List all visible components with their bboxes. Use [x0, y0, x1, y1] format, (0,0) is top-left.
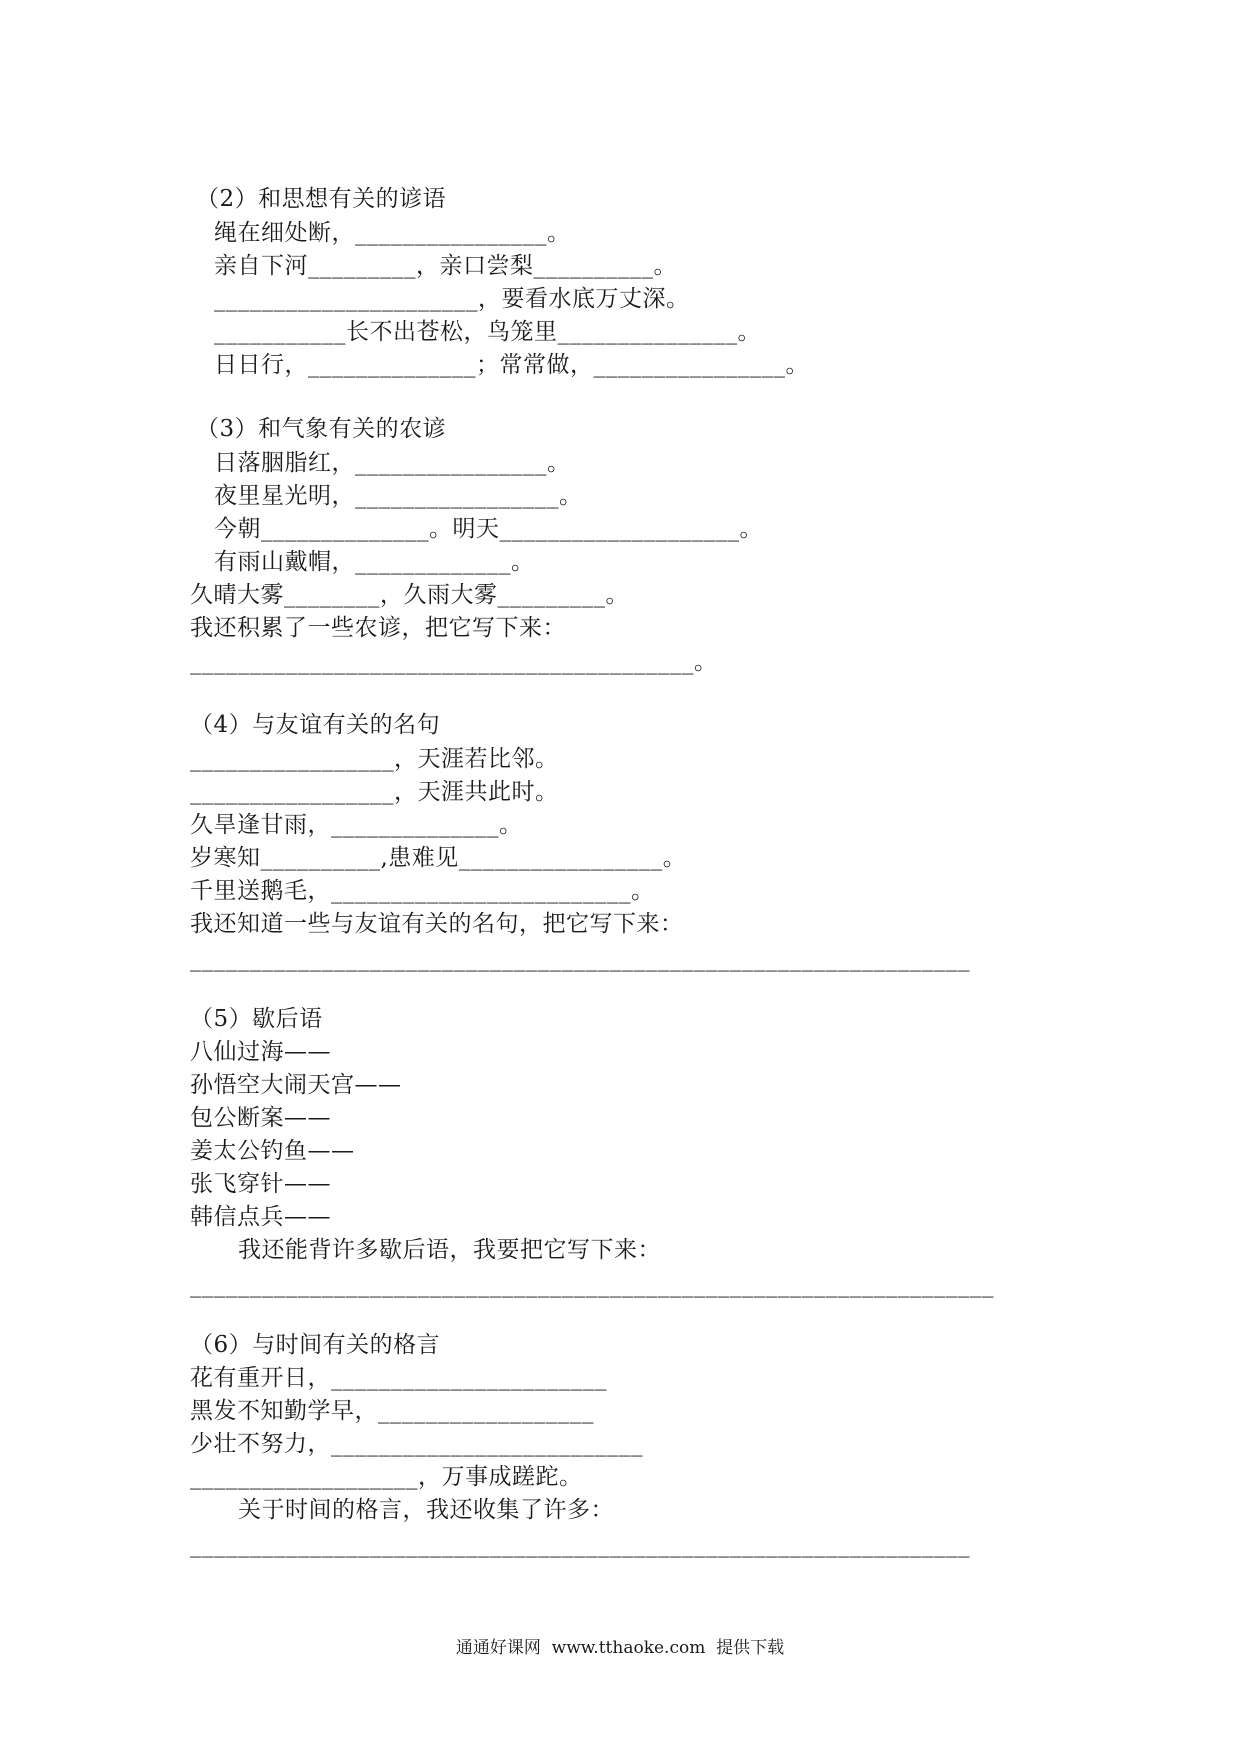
proverb-line: 包公断案—— [190, 1105, 331, 1131]
fill-in-line: 夜里星光明，_________________。 [214, 483, 583, 509]
page-footer: 通通好课网 www.tthaoke.com 提供下载 [455, 1638, 785, 1658]
fill-in-line: 今朝______________。明天____________________。 [214, 516, 763, 542]
prompt-line: 关于时间的格言，我还收集了许多： [238, 1497, 614, 1523]
fill-in-line: 久晴大雾________，久雨大雾_________。 [190, 582, 629, 608]
proverb-line: 韩信点兵—— [190, 1204, 331, 1230]
proverb-line: 姜太公钓鱼—— [190, 1138, 355, 1164]
fill-in-line: 有雨山戴帽，_____________。 [214, 549, 535, 575]
fill-in-line: 少壮不努力，__________________________ [190, 1431, 643, 1457]
answer-line: __________________________________________。 [190, 649, 718, 675]
fill-in-line: ___________________，万事成蹉跎。 [190, 1464, 583, 1490]
fill-in-line: 黑发不知勤学早，__________________ [190, 1398, 594, 1424]
fill-in-line: _________________，天涯共此时。 [190, 779, 559, 805]
fill-in-line: ___________长不出苍松，鸟笼里_______________。 [214, 319, 761, 345]
proverb-line: 八仙过海—— [190, 1039, 331, 1065]
fill-in-line: ______________________，要看水底万丈深。 [214, 286, 690, 312]
fill-in-line: 绳在细处断，________________。 [214, 220, 571, 246]
prompt-line: 我还知道一些与友谊有关的名句，把它写下来： [190, 911, 684, 937]
fill-in-line: 日落胭脂红，________________。 [214, 450, 571, 476]
fill-in-line: 日日行，______________；常常做，________________。 [214, 352, 809, 378]
answer-line: _________________________________________________________________ [190, 946, 970, 972]
proverb-line: 孙悟空大闹天宫—— [190, 1072, 402, 1098]
fill-in-line: 千里送鹅毛，_________________________。 [190, 878, 655, 904]
answer-line: ___________________________________________________________________ [190, 1272, 994, 1298]
fill-in-line: 岁寒知__________,患难见_________________。 [190, 845, 687, 871]
fill-in-line: _________________，天涯若比邻。 [190, 746, 559, 772]
section-heading: （4）与友谊有关的名句 [190, 712, 441, 738]
fill-in-line: 亲自下河_________，亲口尝梨__________。 [214, 253, 677, 279]
section-heading: （5）歇后语 [190, 1006, 323, 1032]
proverb-line: 张飞穿针—— [190, 1171, 331, 1197]
fill-in-line: 久旱逢甘雨，______________。 [190, 812, 523, 838]
section-heading: （3）和气象有关的农谚 [196, 416, 447, 442]
answer-line: _________________________________________________________________ [190, 1532, 970, 1558]
prompt-line: 我还能背许多歇后语，我要把它写下来： [238, 1237, 661, 1263]
section-heading: （6）与时间有关的格言 [190, 1332, 441, 1358]
section-heading: （2）和思想有关的谚语 [196, 186, 447, 212]
prompt-line: 我还积累了一些农谚，把它写下来： [190, 615, 566, 641]
fill-in-line: 花有重开日，_______________________ [190, 1365, 607, 1391]
